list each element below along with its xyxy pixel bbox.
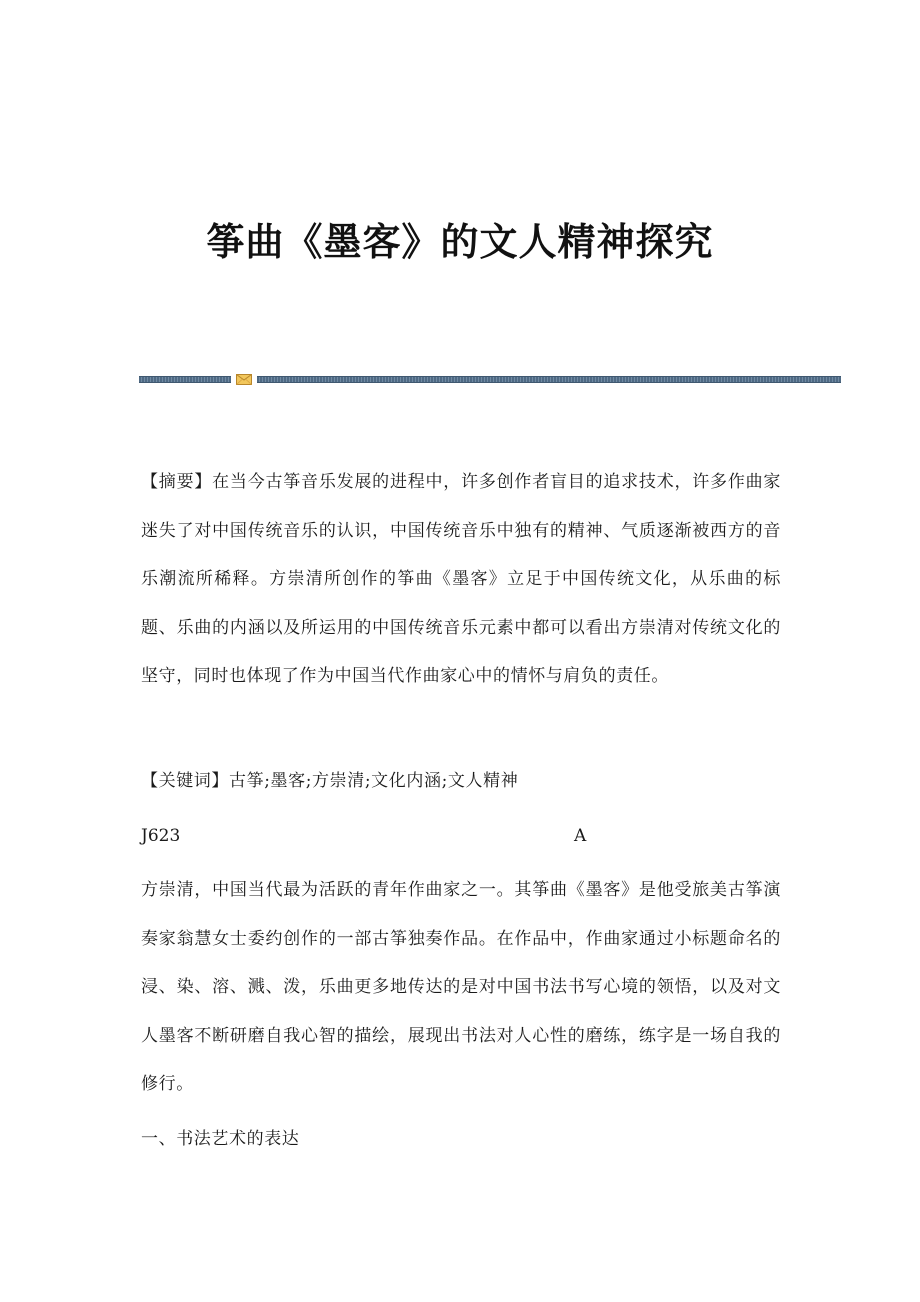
divider-bar-left bbox=[139, 376, 231, 383]
body-paragraph: 方崇清，中国当代最为活跃的青年作曲家之一。其筝曲《墨客》是他受旅美古筝演奏家翁慧女士委约创作的一部古筝独奏作品。在作品中，作曲家通过小标题命名的浸、染、溶、溅、泼，乐曲更多地传达的是对中国书法书写心境的领悟，以及对文人墨客不断研磨自我心智的描绘，展现出书法对人心性的磨练，练字是一场自我的修行。 bbox=[141, 880, 781, 1094]
classification-code: J623 bbox=[141, 826, 181, 846]
page-title: 筝曲《墨客》的文人精神探究 bbox=[206, 219, 714, 264]
section-heading: 一、书法艺术的表达 bbox=[141, 1129, 300, 1149]
envelope-ornament-icon bbox=[236, 374, 252, 385]
divider-bar-right bbox=[257, 376, 841, 383]
abstract-paragraph: 【摘要】在当今古筝音乐发展的进程中，许多创作者盲目的追求技术，许多作曲家迷失了对中国传统音乐的认识，中国传统音乐中独有的精神、气质逐渐被西方的音乐潮流所稀释。方崇清所创作的筝曲《墨客》立足于中国传统文化，从乐曲的标题、乐曲的内涵以及所运用的中国传统音乐元素中都可以看出方崇清对传统文化的坚守，同时也体现了作为中国当代作曲家心中的情怀与肩负的责任。 bbox=[141, 472, 781, 686]
document-code: A bbox=[574, 826, 587, 846]
keywords-line: 【关键词】古筝;墨客;方崇清;文化内涵;文人精神 bbox=[141, 771, 519, 791]
title-divider bbox=[139, 374, 841, 384]
classification-line bbox=[141, 812, 781, 860]
